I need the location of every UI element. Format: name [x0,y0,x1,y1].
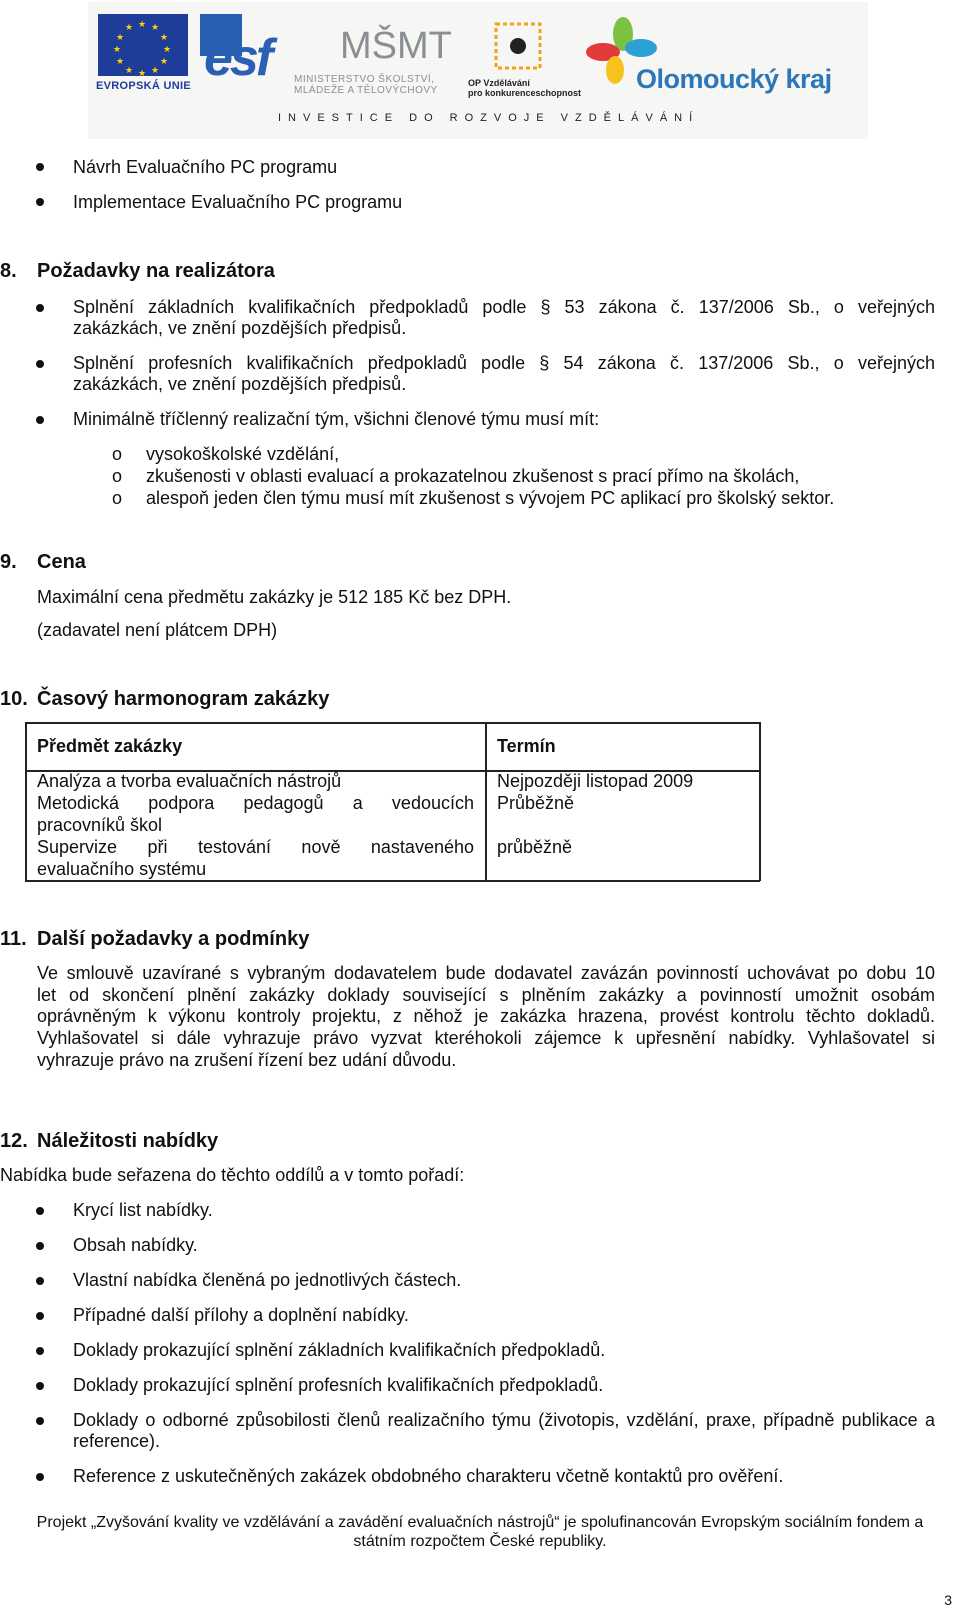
list-item: reference). [73,1431,161,1451]
footer-line2: státním rozpočtem České republiky. [353,1533,607,1550]
sub-item: alespoň jeden člen týmu musí mít zkušenost s vývojem PC aplikací pro školský sektor. [146,488,835,508]
sub-item: zkušenosti v oblasti evaluací a prokazatelnou zkušenost s prací přímo na školách, [146,466,800,486]
table-cell-subject: Analýza a tvorba evaluačních nástrojů [37,771,342,791]
table-cell-term: průběžně [497,837,573,857]
bullet-icon [36,1277,44,1285]
investice-slogan: INVESTICE DO ROZVOJE VZDĚLÁVÁNÍ [278,112,700,124]
footer-line1: Projekt „Zvyšování kvality ve vzdělávání a zavádění evaluačních nástrojů“ je spolufinancován Evropským sociálním fondem a [36,1514,924,1531]
bullet-icon [36,1207,44,1215]
list-item: Případné další přílohy a doplnění nabídky. [73,1305,409,1325]
table-cell-term: Průběžně [497,793,575,813]
sub-bullet-icon: o [112,466,123,486]
eu-flag-icon: ★ ★ ★ ★ ★ ★ ★ ★ ★ ★ ★ ★ [98,14,188,76]
page-number: 3 [944,1592,952,1608]
list-item: Krycí list nabídky. [73,1200,213,1220]
list-item: Návrh Evaluačního PC programu [73,157,338,177]
list-item: Doklady o odborné způsobilosti členů realizačního týmu (životopis, vzdělání, praxe, případně publikace a [73,1410,935,1430]
section-10-number: 10. [0,688,28,710]
bullet-icon [36,416,44,424]
bullet-icon [36,1242,44,1250]
table-header-subject: Předmět zakázky [37,736,183,756]
table-cell-subject: evaluačního systému [37,859,207,879]
requirement-2-line1: Splnění profesních kvalifikačních předpokladů podle § 54 zákona č. 137/2006 Sb., o veřejných [73,353,935,373]
table-border [759,722,761,881]
section-12-title: Náležitosti nabídky [37,1130,219,1152]
section-11-number: 11. [0,928,27,950]
olomouc-label: Olomoucký kraj [636,64,832,94]
table-header-term: Termín [497,736,556,756]
requirement-2-line2: zakázkách, ve znění pozdějších předpisů. [73,374,407,394]
paragraph-line: vyhrazuje právo na zrušení řízení bez udání důvodu. [37,1050,457,1070]
requirement-1-line2: zakázkách, ve znění pozdějších předpisů. [73,318,407,338]
table-border [25,722,760,724]
section-10-title: Časový harmonogram zakázky [37,688,330,710]
bullet-icon [36,1382,44,1390]
eu-label: EVROPSKÁ UNIE [96,80,191,92]
bullet-icon [36,360,44,368]
section-8-number: 8. [0,260,17,282]
bullet-icon [36,198,44,206]
esf-label: esf [204,29,271,87]
bullet-icon [36,1417,44,1425]
bullet-icon [36,304,44,312]
section-12-number: 12. [0,1130,28,1152]
paragraph-line: oprávněným k výkonu kontroly projektu, z něhož je zakázka hrazena, provést kontrolu těchto dokladů. [37,1006,935,1026]
section-8-title: Požadavky na realizátora [37,260,275,282]
op-logo-icon [488,16,548,76]
list-item: Obsah nabídky. [73,1235,198,1255]
list-item: Reference z uskutečněných zakázek obdobného charakteru včetně kontaktů pro ověření. [73,1466,784,1486]
sub-bullet-icon: o [112,444,123,464]
requirement-1-line1: Splnění základních kvalifikačních předpokladů podle § 53 zákona č. 137/2006 Sb., o veřejných [73,297,935,317]
table-border [25,880,760,882]
msmt-caption [294,74,438,96]
op-caption-line1: OP Vzdělávání [468,78,530,88]
bullet-icon [36,163,44,171]
section-12-intro: Nabídka bude seřazena do těchto oddílů a v tomto pořadí: [0,1165,465,1185]
list-item: Doklady prokazující splnění základních kvalifikačních předpokladů. [73,1340,606,1360]
table-cell-term: Nejpozději listopad 2009 [497,771,694,791]
paragraph-line: Ve smlouvě uzavírané s vybraným dodavatelem bude dodavatel zavázán povinností uchovávat po dobu 10 [37,963,935,983]
msmt-label: MŠMT [340,25,452,67]
msmt-caption-line2: MLÁDEŽE A TĚLOVÝCHOVY [294,85,438,96]
vat-note: (zadavatel není plátcem DPH) [37,620,278,640]
table-border [25,722,27,881]
bullet-icon [36,1347,44,1355]
list-item: Implementace Evaluačního PC programu [73,192,403,212]
esf-logo [200,14,290,94]
sub-item: vysokoškolské vzdělání, [146,444,340,464]
op-caption-line2: pro konkurenceschopnost [468,88,582,98]
requirement-3: Minimálně tříčlenný realizační tým, všichni členové týmu musí mít: [73,409,600,429]
bullet-icon [36,1473,44,1481]
paragraph-line: Vyhlašovatel si dále vyhrazuje právo vyzvat kteréhokoli zájemce k upřesnění nabídky. Vyhlašovatel si [37,1028,935,1048]
msmt-logo-icon [338,12,452,72]
table-cell-subject: Metodická podpora pedagogů a vedoucích [37,793,474,813]
section-9-number: 9. [0,551,17,573]
msmt-caption-line1: MINISTERSTVO ŠKOLSTVÍ, [294,74,435,85]
list-item: Doklady prokazující splnění profesních kvalifikačních předpokladů. [73,1375,604,1395]
list-item: Vlastní nabídka členěná po jednotlivých částech. [73,1270,462,1290]
section-11-title: Další požadavky a podmínky [37,928,310,950]
price-line: Maximální cena předmětu zakázky je 512 185 Kč bez DPH. [37,587,512,607]
section-9-title: Cena [37,551,86,573]
table-border [485,722,487,881]
table-cell-subject: Supervize při testování nově nastaveného [37,837,474,857]
bullet-icon [36,1312,44,1320]
table-cell-subject: pracovníků škol [37,815,163,835]
logo-banner [88,2,868,139]
op-caption [468,78,588,98]
sub-bullet-icon: o [112,488,123,508]
paragraph-line: let od skončení plnění zakázky doklady související s plněním zakázky a povinností umožnit osobám [37,985,935,1005]
